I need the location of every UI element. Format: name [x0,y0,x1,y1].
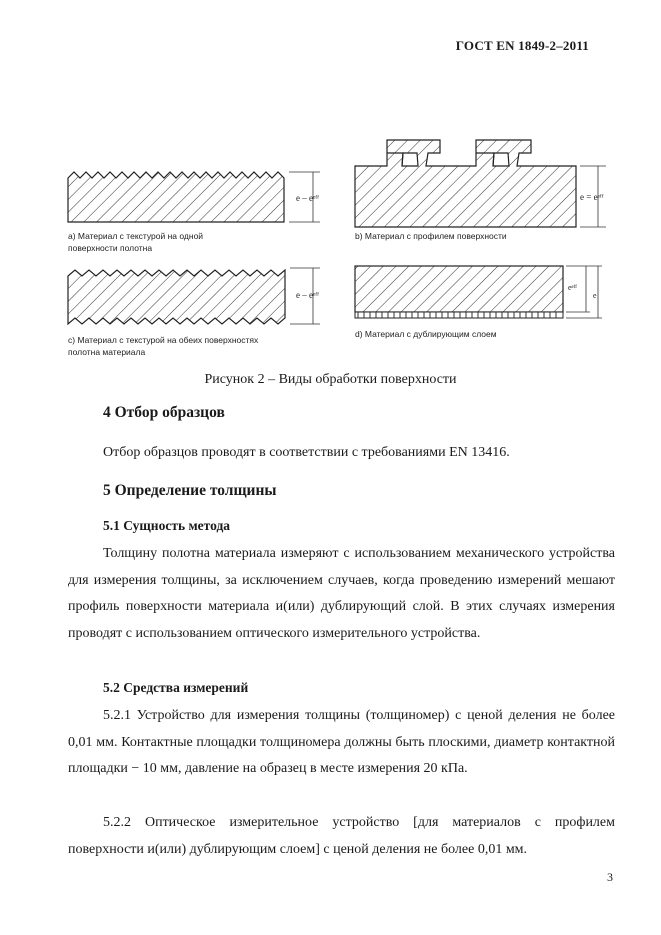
surface-types-figure [0,0,661,370]
document-header: ГОСТ EN 1849-2–2011 [455,38,589,53]
panel-d-e-label: е [593,291,597,300]
section-4-title: 4 Отбор образцов [103,404,225,421]
section-4-text: Отбор образцов проводят в соответствии с требованиями EN 13416. [103,445,510,460]
section-5-2-title: 5.2 Средства измерений [103,680,249,695]
panel-b-caption: b) Материал с профилем поверхности [355,231,507,241]
page-number: 3 [607,870,613,884]
panel-b-thickness-label: е = eᵉᶠᶠ [580,192,604,202]
panel-a-caption: а) Материал с текстурой на одной поверхности полотна [68,231,204,253]
section-5-2-1-text: 5.2.1 Устройство для измерения толщины (толщиномер) с ценой деления не более 0,01 мм. Контактные площадки толщиномера должны быть плоскими, диаметр контактной площадки − 10 мм, давление на образец в месте измерения 20 кПа. [68,708,615,776]
panel-c-caption: с) Материал с текстурой на обеих поверхностях полотна материала [68,335,259,357]
panel-b-diagram [355,140,606,227]
section-5-title: 5 Определение толщины [103,482,277,499]
panel-d-caption: d) Материал с дублирующим слоем [355,329,497,339]
figure-title: Рисунок 2 – Виды обработки поверхности [204,372,457,387]
panel-c-diagram [68,268,320,324]
panel-d-eff-label: eᵉᶠᶠ [568,283,577,292]
section-5-1-title: 5.1 Сущность метода [103,518,231,533]
panel-a-diagram [68,172,320,222]
panel-a-thickness-label: е – eᵉᶠᶠ [296,193,320,203]
section-5-1-text: Толщину полотна материала измеряют с использованием механического устройства для измерения толщины, за исключением случаев, когда проведению измерений мешают профиль поверхности материала и(или) дублирующий слой. В этих случаях измерения проводят с использованием оптического измерительного устройства. [68,546,615,641]
panel-d-diagram [355,266,602,318]
section-5-2-2-text: 5.2.2 Оптическое измерительное устройство [для материалов с профилем поверхности и(или) дублирующим слоем] с ценой деления не более 0,01 мм. [68,815,615,857]
panel-c-thickness-label: е – eᵉᶠᶠ [296,290,320,300]
